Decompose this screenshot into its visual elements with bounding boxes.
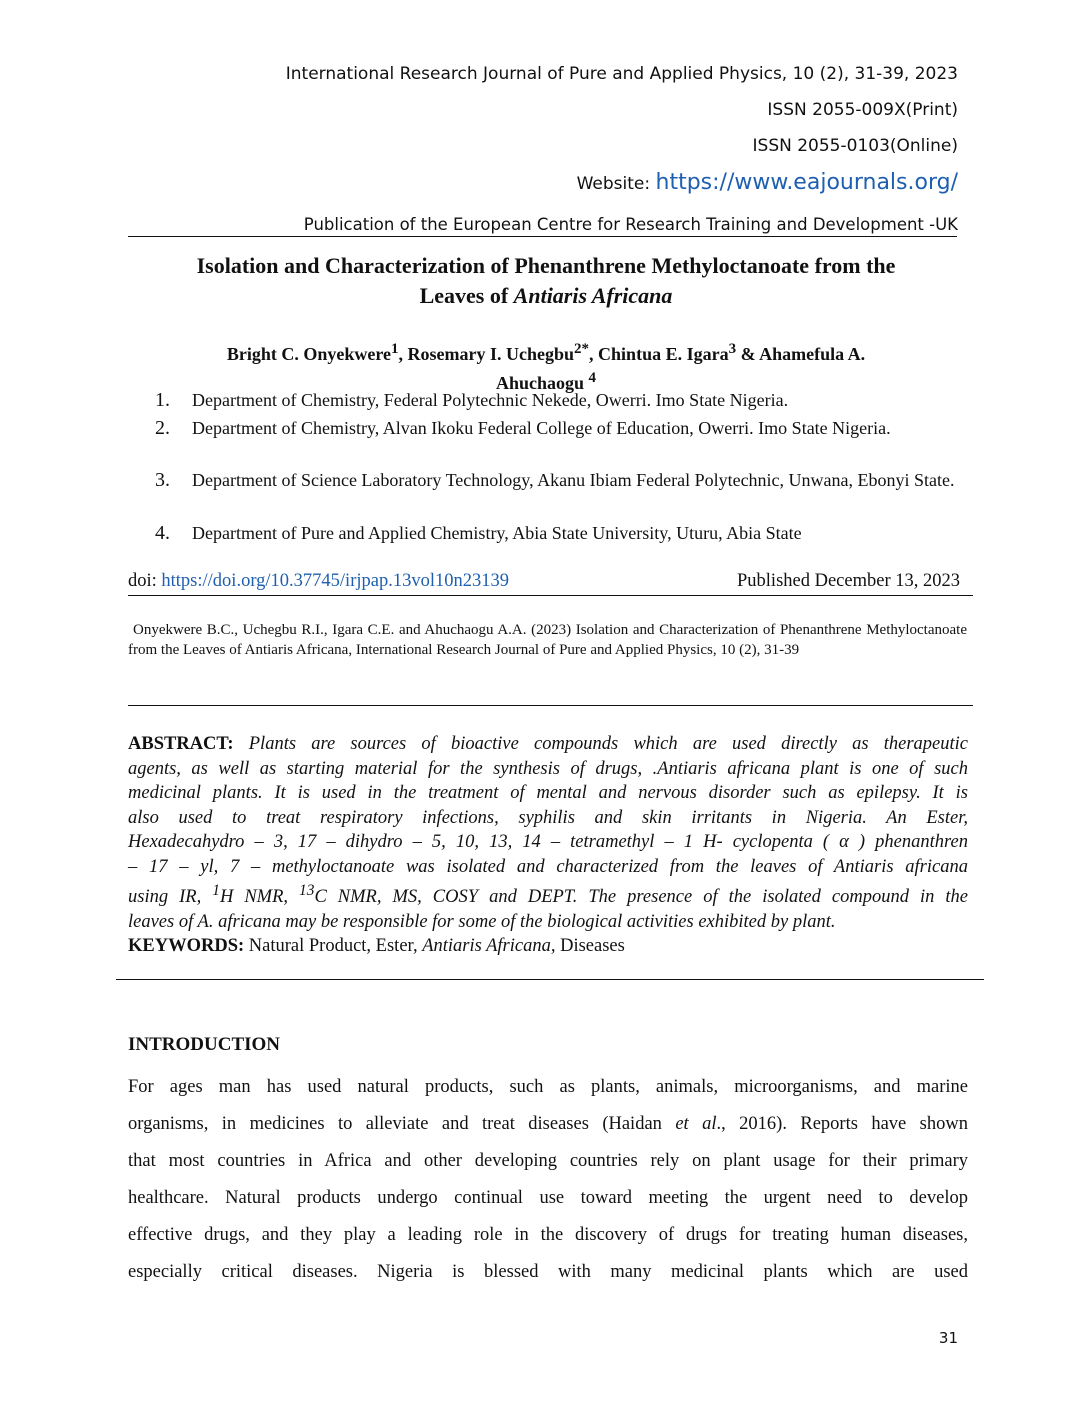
- abstract-line-5: Hexadecahydro – 3, 17 – dihydro – 5, 10, 13, 14 – tetramethyl – 1 H- cyclopenta ( α ) phenanthren: [128, 832, 968, 852]
- abstract-line-7: using IR, $^1$H NMR, $^{13}$C NMR, MS, COSY and DEPT. The presence of the isolated compound in the: [128, 882, 968, 908]
- title-line-1: Isolation and Characterization of Phenanthrene Methyloctanoate from the: [196, 253, 896, 278]
- abstract-line-2: agents, as well as starting material for the synthesis of drugs, .Antiaris africana plant is one of such: [128, 758, 968, 779]
- affiliation-4: 4. Department of Pure and Applied Chemistry, Abia State University, Uturu, Abia State: [155, 522, 802, 544]
- issn-print: ISSN 2055-009X(Print): [767, 100, 958, 120]
- journal-line: International Research Journal of Pure and Applied Physics, 10 (2), 31-39, 2023: [285, 64, 958, 84]
- abstract: [128, 732, 968, 959]
- website-link[interactable]: https://www.eajournals.org/: [655, 170, 958, 195]
- website-line: [577, 170, 958, 195]
- citation-rule: [128, 705, 973, 706]
- intro-line-4: healthcare. Natural products undergo continual use toward meeting the urgent need to develop: [128, 1188, 968, 1208]
- article-title: [120, 251, 972, 311]
- affiliation-2: 2. Department of Chemistry, Alvan Ikoku Federal College of Education, Owerri. Imo State Nigeria.: [155, 417, 891, 439]
- abstract-line-4: also used to treat respiratory infections, syphilis and skin irritants in Nigeria. An Ester,: [128, 807, 968, 828]
- intro-line-6: especially critical diseases. Nigeria is blessed with many medicinal plants which are used: [128, 1262, 968, 1282]
- doi-line: doi: https://doi.org/10.37745/irjpap.13vol10n23139: [128, 571, 509, 591]
- abstract-line-1: ABSTRACT: Plants are sources of bioactive compounds which are used directly as therapeutic: [128, 734, 969, 754]
- abstract-line-8: leaves of A. africana may be responsible for some of the biological activities exhibited by plant.: [128, 911, 836, 932]
- abstract-line-3: medicinal plants. It is used in the treatment of mental and nervous disorder such as epilepsy. It is: [128, 783, 968, 803]
- abstract-rule: [116, 979, 984, 980]
- intro-line-3: that most countries in Africa and other developing countries rely on plant usage for their primary: [128, 1151, 968, 1171]
- author-line-1: Bright C. Onyekwere$^1$, Rosemary I. Uchegbu$^{2*}$, Chintua E. Igara$^3$ & Ahamefula A.: [226, 341, 866, 364]
- keywords-line: KEYWORDS: Natural Product, Ester, Antiaris Africana, Diseases: [128, 936, 625, 957]
- affiliation-3: 3. Department of Science Laboratory Technology, Akanu Ibiam Federal Polytechnic, Unwana, Ebonyi State.: [155, 469, 955, 491]
- citation: Onyekwere B.C., Uchegbu R.I., Igara C.E. and Ahuchaogu A.A. (2023) Isolation and Characterization of Phenanthrene Methyloctanoate from the Leaves of Antiaris Africana, International Research Journal of Pure and Applied Physics, 10 (2), 31-39: [128, 622, 967, 658]
- issn-online: ISSN 2055-0103(Online): [752, 136, 958, 156]
- keywords-label: KEYWORDS:: [128, 936, 245, 957]
- website-label: Website:: [576, 174, 651, 194]
- abstract-label: ABSTRACT:: [128, 734, 234, 754]
- introduction-body: [128, 1069, 968, 1291]
- title-species: Antiaris Africana: [513, 283, 673, 308]
- publication-line: Publication of the European Centre for Research Training and Development -UK: [303, 215, 958, 234]
- author-line-2: Ahuchaogu $^4$: [495, 370, 597, 393]
- authors: [120, 337, 972, 395]
- title-line-2: Leaves of Antiaris Africana: [419, 283, 673, 308]
- published-date: Published December 13, 2023: [737, 571, 960, 591]
- intro-line-5: effective drugs, and they play a leading role in the discovery of drugs for treating human diseases,: [128, 1225, 968, 1245]
- doi-rule: [128, 595, 973, 596]
- header-rule: [128, 236, 957, 237]
- doi-link[interactable]: https://doi.org/10.37745/irjpap.13vol10n23139: [161, 571, 509, 591]
- intro-line-2: organisms, in medicines to alleviate and treat diseases (Haidan et al., 2016). Reports have shown: [128, 1114, 968, 1134]
- page-number: 31: [938, 1329, 958, 1347]
- affiliation-1: 1. Department of Chemistry, Federal Polytechnic Nekede, Owerri. Imo State Nigeria.: [155, 389, 789, 411]
- intro-line-1: For ages man has used natural products, such as plants, animals, microorganisms, and marine: [128, 1077, 968, 1097]
- abstract-line-6: – 17 – yl, 7 – methyloctanoate was isolated and characterized from the leaves of Antiaris africana: [128, 856, 968, 877]
- introduction-heading: INTRODUCTION: [128, 1034, 281, 1055]
